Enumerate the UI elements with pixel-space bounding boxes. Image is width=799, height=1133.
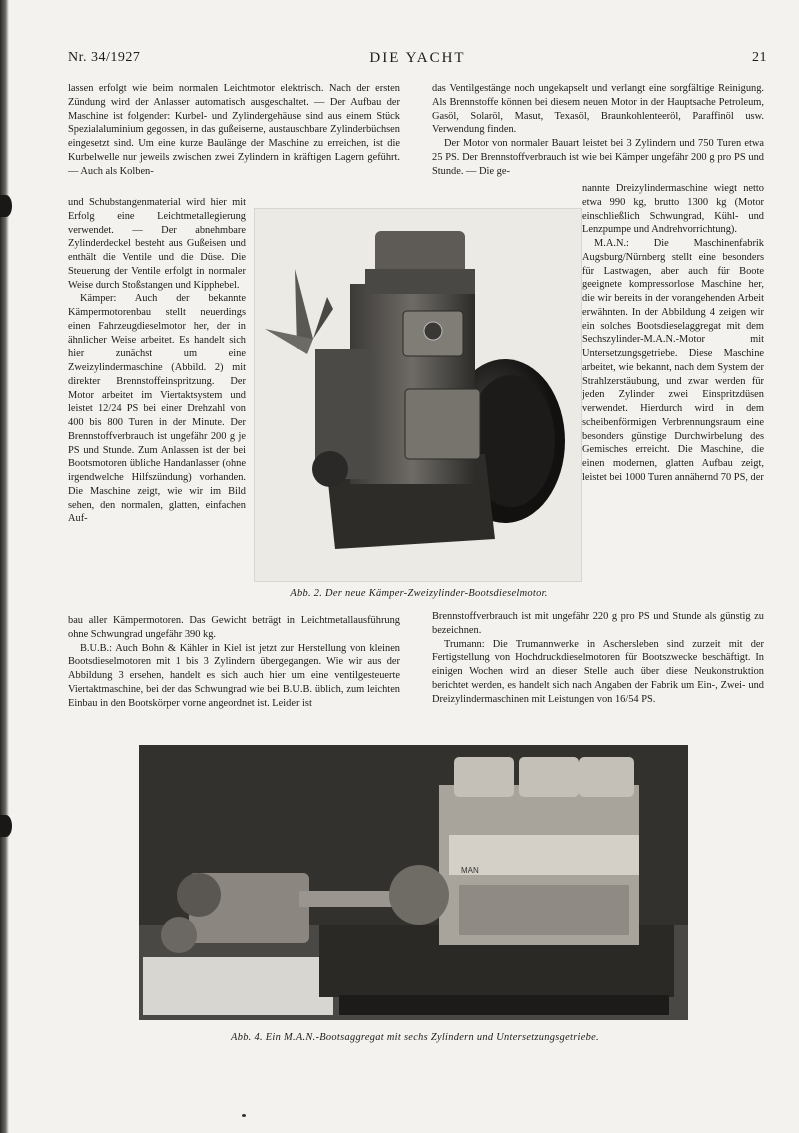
- punch-hole: [0, 815, 12, 837]
- page-header: [68, 50, 767, 72]
- left-column-top: [68, 82, 400, 178]
- right-column-top: [432, 82, 764, 178]
- paragraph: nannte Dreizylindermaschine wiegt netto etwa 990 kg, brutto 1300 kg (Motor einschließlich Schwungrad, Kühl- und Lenzpumpe und Andrehvorrichtung).: [582, 183, 764, 236]
- paragraph: M.A.N.: Die Maschinenfabrik Augsburg/Nürnberg stellt eine besonders für Lastwagen, aber auch für Boote geeignete kompressorlose Maschine her, die wir bereits in der vorangehenden Arbeit erwähnten. In der Abbildung 4 zeigen wir ein solches Bootsdieselaggregat mit dem Sechszylinder-M.A.N.-Motor mit Untersetzungsgetriebe. Diese Maschine arbeitet, wie bekannt, nach dem System der Strahlzerstäubung, und zwar werden für jeden Zylinder zwei Einspritzdüsen verwendet. Hierdurch wird in dem scheibenförmigen Verbrennungsraum eine besonders günstige Durchwirbelung des Gemisches erreicht. Die Maschine, die einen modernen, glatten Aufbau zeigt, leistet bei 1000 Turen annähernd 70 PS, der: [582, 238, 764, 483]
- paragraph: das Ventilgestänge noch ungekapselt und verlangt eine sorgfältige Reinigung. Als Brennstoffe können bei diesem neuen Motor in der Hauptsache Petroleum, Gasöl, Solaröl, Masut, Texasöl, Braunkohlenteeröl, Paraffinöl usw. Verwendung finden.: [432, 83, 764, 136]
- aggregate-photo: [139, 745, 688, 1020]
- print-speck: [242, 1114, 246, 1117]
- paragraph: Brennstoffverbrauch ist mit ungefähr 220 g pro PS und Stunde als günstig zu bezeichnen.: [432, 611, 764, 636]
- engine-photo: [255, 209, 581, 581]
- figure-caption: Abb. 4. Ein M.A.N.-Bootsaggregat mit sechs Zylindern und Untersetzungsgetriebe.: [231, 1032, 599, 1043]
- paragraph: und Schubstangenmaterial wird hier mit Erfolg eine Leichtmetallegierung verwendet. — Der abnehmbare Zylinderdeckel besteht aus Gußeisen und enthält die Ventile und die Düse. Die Steuerung der Ventile erfolgt in normaler Weise durch Stoßstangen und Kipphebel.: [68, 197, 246, 291]
- maker-plate: MAN: [461, 866, 479, 875]
- right-column-narrow: [582, 182, 764, 485]
- paragraph: Der Motor von normaler Bauart leistet bei 3 Zylindern und 750 Turen etwa 25 PS. Der Brennstoffverbrauch ist wie bei Kämper ungefähr 200 g pro PS und Stunde. — Die ge-: [432, 138, 764, 177]
- left-column-narrow: [68, 196, 246, 526]
- right-column-bottom: [432, 610, 764, 706]
- left-column-bottom: [68, 614, 400, 710]
- paragraph: B.U.B.: Auch Bohn & Kähler in Kiel ist jetzt zur Herstellung von kleinen Bootsdieselmotoren mit 1 bis 3 Zylindern übergegangen. Wie wir aus der Abbildung 3 ersehen, handelt es sich auch hier um eine ventilgesteuerte Viertaktmaschine, bei der das Schwungrad wie bei B.U.B. üblich, zum leichten Einbau in den Bootskörper vorne angeordnet ist. Leider ist: [68, 642, 400, 709]
- paragraph: Kämper: Auch der bekannte Kämpermotorenbau stellt neuerdings einen Fahrzeugdieselmotor her, der in ähnlicher Weise arbeitet. Es handelt sich hier zunächst um eine Zweizylindermaschine (Abbild. 2) mit direkter Brennstoffeinspritzung. Der Motor arbeitet im Viertaktsystem und leistet 12/24 PS bei einer Drehzahl von 400 bis 800 Turen in der Minute. Der Brennstoffverbrauch ist ungefähr 200 g je PS und Stunde. Zum Anlassen ist der bei Bootsmotoren übliche Handanlasser (ohne irgendwelche Hilfszündung) vorhanden. Die Maschine zeigt, wie wir im Bild sehen, den normalen, glatten, einfachen Auf-: [68, 293, 246, 525]
- binding-edge: [0, 0, 9, 1133]
- paragraph: lassen erfolgt wie beim normalen Leichtmotor elektrisch. Nach der ersten Zündung wird der Anlasser automatisch ausgeschaltet. — Der Aufbau der Maschine ist folgender: Kurbel- und Zylindergehäuse sind aus einem Stück Spezialaluminium gegossen, in das gußeiserne, austauschbare Zylinderbüchsen eingesetzt sind. Um eine kurze Baulänge der Maschine zu erreichen, ist die Kurbelwelle nur jeweils zwischen zwei Zylindern in kräftigen Lagern geführt. — Auch als Kolben-: [68, 83, 400, 177]
- paragraph: Trumann: Die Trumannwerke in Aschersleben sind zurzeit mit der Fertigstellung von Hochdruckdieselmotoren für Bootszwecke beschäftigt. In einigen Wochen wird an dieser Stelle auch über diese Neukonstruktion berichtet werden, es handelt sich nach Angaben der Fabrik um Ein-, Zwei- und Dreizylindermaschinen mit Leistungen von 16/54 PS.: [432, 638, 764, 705]
- figure-caption: Abb. 2. Der neue Kämper-Zweizylinder-Bootsdieselmotor.: [290, 588, 548, 599]
- punch-hole: [0, 195, 12, 217]
- journal-title: DIE YACHT: [369, 50, 466, 66]
- figure-kaemper-engine: [254, 208, 582, 582]
- issue-number: Nr. 34/1927: [68, 50, 141, 65]
- page-number: 21: [752, 50, 767, 65]
- paragraph: bau aller Kämpermotoren. Das Gewicht beträgt in Leichtmetallausführung ohne Schwungrad ungefähr 390 kg.: [68, 615, 400, 640]
- figure-man-aggregate: [139, 745, 688, 1020]
